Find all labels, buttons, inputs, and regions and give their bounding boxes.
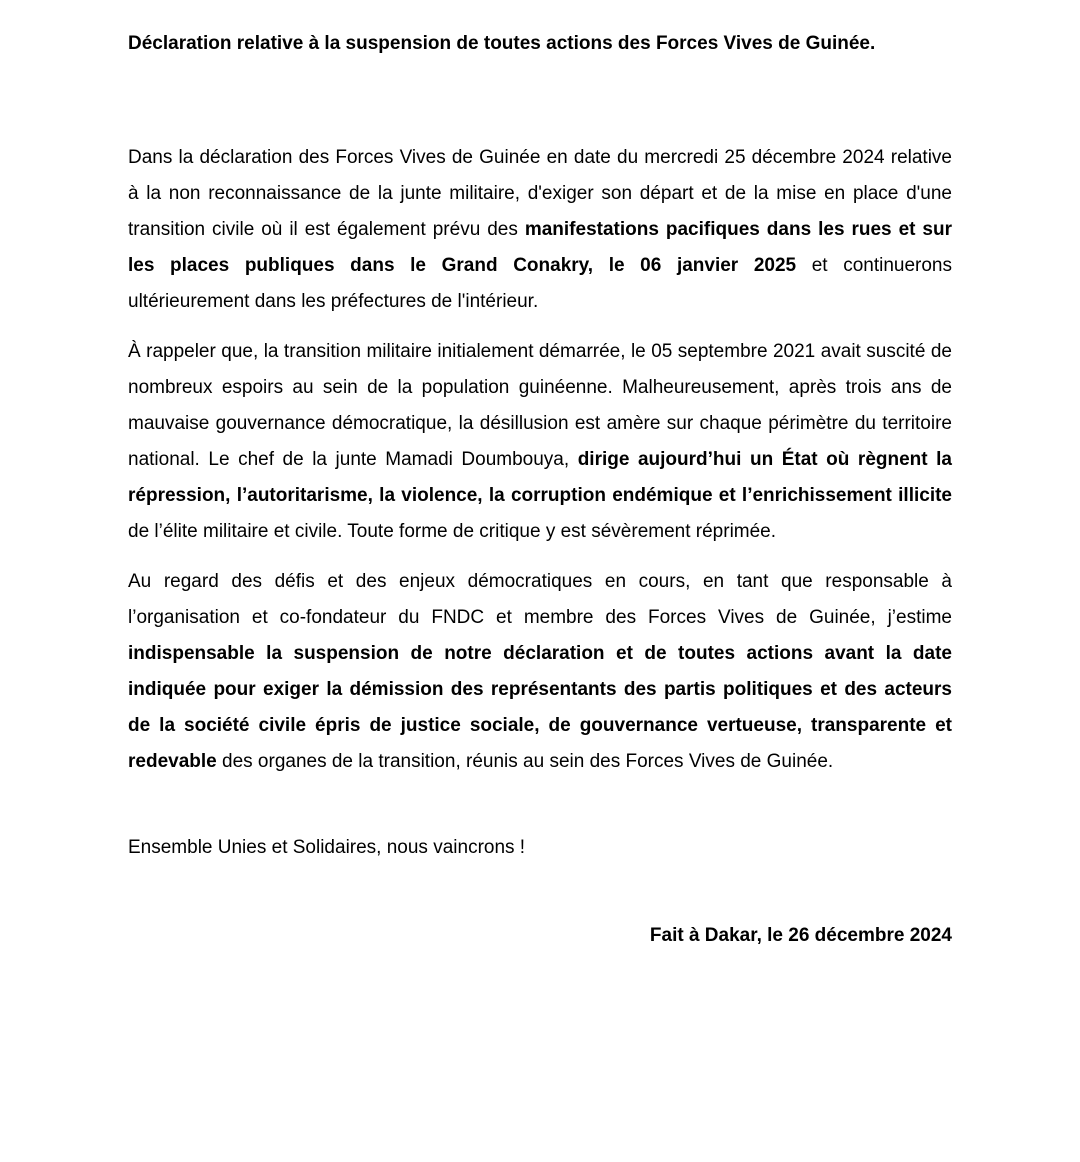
text-run: À rappeler que, la transition militaire initialement démarrée, le 05 septembre 2021 avait suscité de nombreux espoirs au sein de la population guinéenne. Malheureusement, après trois ans de mauvaise gouvernance démocratique, la désillusion est amère sur chaque périmètre du territoire national. Le chef de la junte Mamadi Doumbouya, (128, 341, 952, 470)
text-run-bold: dirige aujourd’hui un État où règnent la répression, l’autoritarisme, la violence, la corruption endémique et l’enrichissement illicite (128, 449, 952, 506)
text-run-bold: manifestations pacifiques dans les rues et sur les places publiques dans le Grand Conakry, le 06 janvier 2025 (128, 219, 952, 276)
text-run-bold: indispensable la suspension de notre déclaration et de toutes actions avant la date indiquée pour exiger la démission des représentants des partis politiques et des acteurs de la société civile épris de justice sociale, de gouvernance vertueuse, transparente et redevable (128, 643, 952, 772)
text-run: des organes de la transition, réunis au sein des Forces Vives de Guinée. (216, 751, 834, 772)
text-run: et continuerons ultérieurement dans les préfectures de l'intérieur. (128, 255, 953, 312)
paragraph-1 (128, 140, 952, 320)
text-run: de l’élite militaire et civile. Toute forme de critique y est sévèrement réprimée. (128, 521, 777, 542)
dateline: Fait à Dakar, le 26 décembre 2024 (649, 925, 952, 946)
text-run: Dans la déclaration des Forces Vives de Guinée en date du mercredi 25 décembre 2024 relative à la non reconnaissance de la junte militaire, d'exiger son départ et de la mise en place d'une transition civile où il est également prévu des (128, 147, 952, 240)
paragraph-2 (128, 334, 952, 550)
closing-line: Ensemble Unies et Solidaires, nous vaincrons ! (128, 837, 526, 858)
text-run: Au regard des défis et des enjeux démocratiques en cours, en tant que responsable à l’organisation et co-fondateur du FNDC et membre des Forces Vives de Guinée, j’estime (128, 571, 952, 628)
document-title: Déclaration relative à la suspension de toutes actions des Forces Vives de Guinée. (128, 33, 876, 54)
paragraph-3 (128, 564, 952, 780)
